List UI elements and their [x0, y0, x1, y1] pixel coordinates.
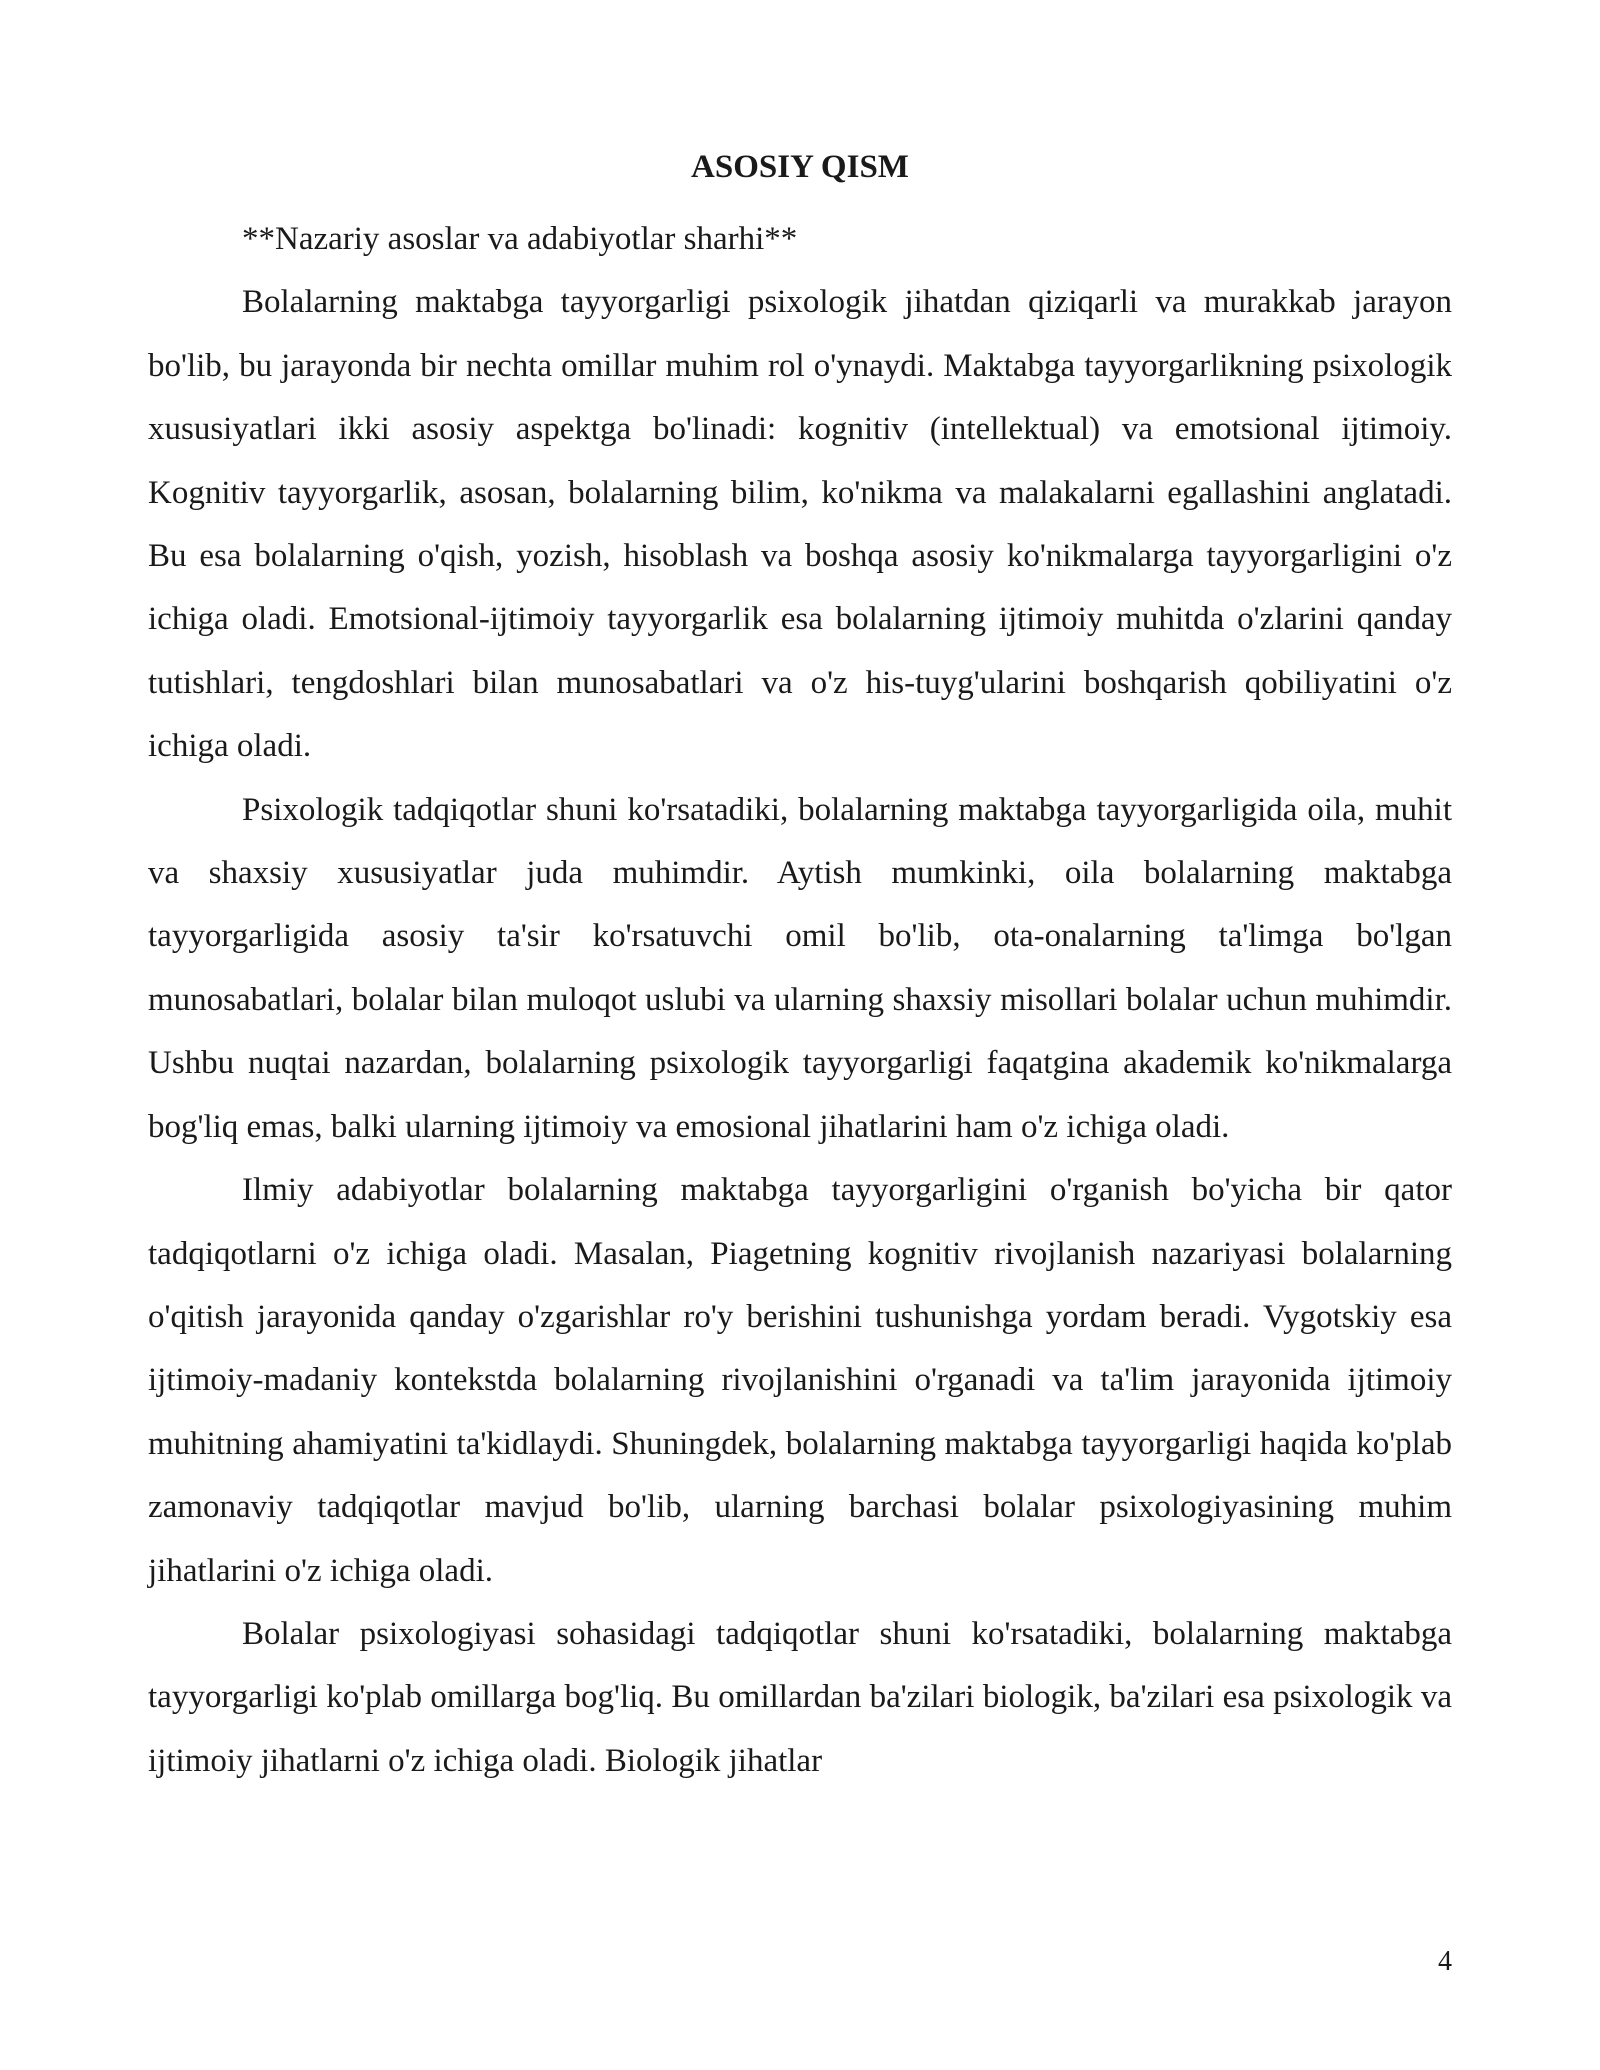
paragraph-3: Ilmiy adabiyotlar bolalarning maktabga tayyorgarligini o'rganish bo'yicha bir qator tadqiqotlarni o'z ichiga oladi. Masalan, Piagetning kognitiv rivojlanish nazariyasi bolalarning o'qitish jarayonida qanday o'zgarishlar ro'y berishini tushunishga yordam beradi. Vygotskiy esa ijtimoiy-madaniy kontekstda bolalarning rivojlanishini o'rganadi va ta'lim jarayonida ijtimoiy muhitning ahamiyatini ta'kidlaydi. Shuningdek, bolalarning maktabga tayyorgarligi haqida ko'plab zamonaviy tadqiqotlar mavjud bo'lib, ularning barchasi bolalar psixologiyasining muhim jihatlarini o'z ichiga oladi.	[148, 1172, 1452, 1589]
paragraph-1: Bolalarning maktabga tayyorgarligi psixologik jihatdan qiziqarli va murakkab jarayon bo'lib, bu jarayonda bir nechta omillar muhim rol o'ynaydi. Maktabga tayyorgarlikning psixologik xususiyatlari ikki asosiy aspektga bo'linadi: kognitiv (intellektual) va emotsional ijtimoiy. Kognitiv tayyorgarlik, asosan, bolalarning bilim, ko'nikma va malakalarni egallashini anglatadi. Bu esa bolalarning o'qish, yozish, hisoblash va boshqa asosiy ko'nikmalarga tayyorgarligini o'z ichiga oladi. Emotsional-ijtimoiy tayyorgarlik esa bolalarning ijtimoiy muhitda o'zlarini qanday tutishlari, tengdoshlari bilan munosabatlari va o'z his-tuyg'ularini boshqarish qobiliyatini o'z ichiga oladi.	[148, 284, 1452, 765]
page-content	[148, 145, 1452, 1793]
subsection-heading: **Nazariy asoslar va adabiyotlar sharhi**	[242, 221, 798, 257]
paragraph-2: Psixologik tadqiqotlar shuni ko'rsatadiki, bolalarning maktabga tayyorgarligida oila, muhit va shaxsiy xususiyatlar juda muhimdir. Aytish mumkinki, oila bolalarning maktabga tayyorgarligida asosiy ta'sir ko'rsatuvchi omil bo'lib, ota-onalarning ta'limga bo'lgan munosabatlari, bolalar bilan muloqot uslubi va ularning shaxsiy misollari bolalar uchun muhimdir. Ushbu nuqtai nazardan, bolalarning psixologik tayyorgarligi faqatgina akademik ko'nikmalarga bog'liq emas, balki ularning ijtimoiy va emosional jihatlarini ham o'z ichiga oladi.	[148, 791, 1452, 1145]
paragraph-4: Bolalar psixologiyasi sohasidagi tadqiqotlar shuni ko'rsatadiki, bolalarning maktabga tayyorgarligi ko'plab omillarga bog'liq. Bu omillardan ba'zilari biologik, ba'zilari esa psixologik va ijtimoiy jihatlarni o'z ichiga oladi. Biologik jihatlar	[148, 1615, 1452, 1779]
section-heading: ASOSIY QISM	[691, 149, 909, 185]
page-number: 4	[1438, 1946, 1452, 1977]
